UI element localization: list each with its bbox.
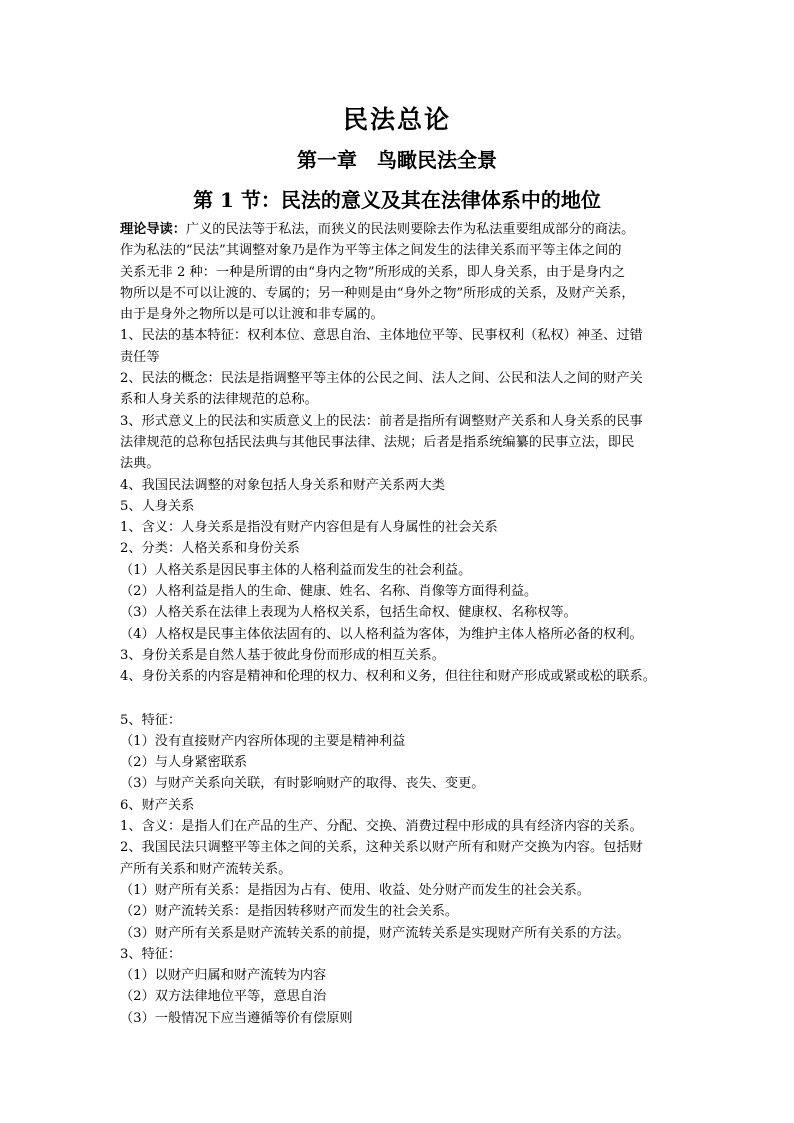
text-line: 2、民法的概念：民法是指调整平等主体的公民之间、法人之间、公民和法人之间的财产关 — [120, 371, 643, 387]
text-line: 产所有关系和财产流转关系。 — [120, 861, 292, 877]
text-line: （1）以财产归属和财产流转为内容 — [120, 968, 327, 984]
text-line: （2）双方法律地位平等，意思自治 — [120, 989, 327, 1005]
text-line: 3、形式意义上的民法和实质意义上的民法：前者是指所有调整财产关系和人身关系的民事 — [120, 413, 643, 429]
text-line: （4）人格权是民事主体依法固有的、以人格利益为客体，为维护主体人格所必备的权利。 — [120, 626, 643, 642]
text-line: 1、民法的基本特征：权利本位、意思自治、主体地位平等、民事权利（私权）神圣、过错 — [120, 328, 643, 344]
intro-paragraph — [120, 219, 690, 240]
text-line: （3）人格关系在法律上表现为人格权关系，包括生命权、健康权、名称权等。 — [120, 605, 577, 621]
text-line: 由于是身外之物所以是可以让渡和非专属的。 — [120, 307, 384, 323]
text-line: 系和人身关系的法律规范的总称。 — [120, 392, 318, 408]
text-line: 4、我国民法调整的对象包括人身关系和财产关系两大类 — [120, 477, 445, 493]
text-line: （3）与财产关系向关联，有时影响财产的取得、丧失、变更。 — [120, 776, 485, 792]
text-line: 2、我国民法只调整平等主体之间的关系，这种关系以财产所有和财产交换为内容。包括财 — [120, 840, 643, 856]
text-line: （1）财产所有关系：是指因为占有、使用、收益、处分财产而发生的社会关系。 — [120, 882, 590, 898]
text-line: （1）人格关系是因民事主体的人格利益而发生的社会利益。 — [120, 562, 472, 578]
text-line: （2）与人身紧密联系 — [120, 755, 248, 771]
text-line: 5、人身关系 — [120, 498, 195, 514]
text-line: 1、含义：是指人们在产品的生产、分配、交换、消费过程中形成的具有经济内容的关系。 — [120, 819, 643, 835]
text-line: 3、特征： — [120, 946, 182, 962]
body-text — [120, 219, 690, 1029]
text-line: （3）财产所有关系是财产流转关系的前提，财产流转关系是实现财产所有关系的方法。 — [120, 925, 630, 941]
text-line: 2、分类：人格关系和身份关系 — [120, 541, 300, 557]
text-line: 4、身份关系的内容是精神和伦理的权力、权利和义务，但往往和财产形成或紧或松的联系。 — [120, 669, 656, 685]
intro-label: 理论导读： — [120, 222, 186, 237]
text-line: （2）人格利益是指人的生命、健康、姓名、名称、肖像等方面得利益。 — [120, 584, 538, 600]
text-line: 法律规范的总称包括民法典与其他民事法律、法规；后者是指系统编纂的民事立法，即民 — [120, 434, 635, 450]
text-line: （3）一般情况下应当遵循等价有偿原则 — [120, 1010, 353, 1026]
text-line: （1）没有直接财产内容所体现的主要是精神利益 — [120, 733, 406, 749]
text-line: 作为私法的“民法”其调整对象乃是作为平等主体之间发生的法律关系而平等主体之间的 — [120, 243, 622, 259]
chapter-heading: 第一章 鸟瞰民法全景 — [297, 148, 497, 172]
text-line: 法典。 — [120, 456, 160, 472]
text-line: （2）财产流转关系：是指因转移财产而发生的社会关系。 — [120, 904, 459, 920]
intro-text: 广义的民法等于私法，而狭义的民法则要除去作为私法重要组成部分的商法。 — [185, 222, 635, 237]
text-line: 3、身份关系是自然人基于彼此身份而形成的相互关系。 — [120, 647, 445, 663]
text-line: 物所以是不可以让渡的、专属的；另一种则是由“身外之物”所形成的关系，及财产关系， — [120, 285, 635, 301]
text-line: 6、财产关系 — [120, 797, 195, 813]
text-line: 关系无非 2 种：一种是所谓的由“身内之物”所形成的关系，即人身关系，由于是身内之 — [120, 264, 626, 280]
text-line: 5、特征： — [120, 712, 182, 728]
section-heading: 第 1 节：民法的意义及其在法律体系中的地位 — [193, 188, 601, 212]
text-line: 1、含义：人身关系是指没有财产内容但是有人身属性的社会关系 — [120, 520, 498, 536]
blank-line — [120, 688, 690, 710]
document-title: 民法总论 — [342, 105, 451, 134]
text-line: 责任等 — [120, 349, 160, 365]
